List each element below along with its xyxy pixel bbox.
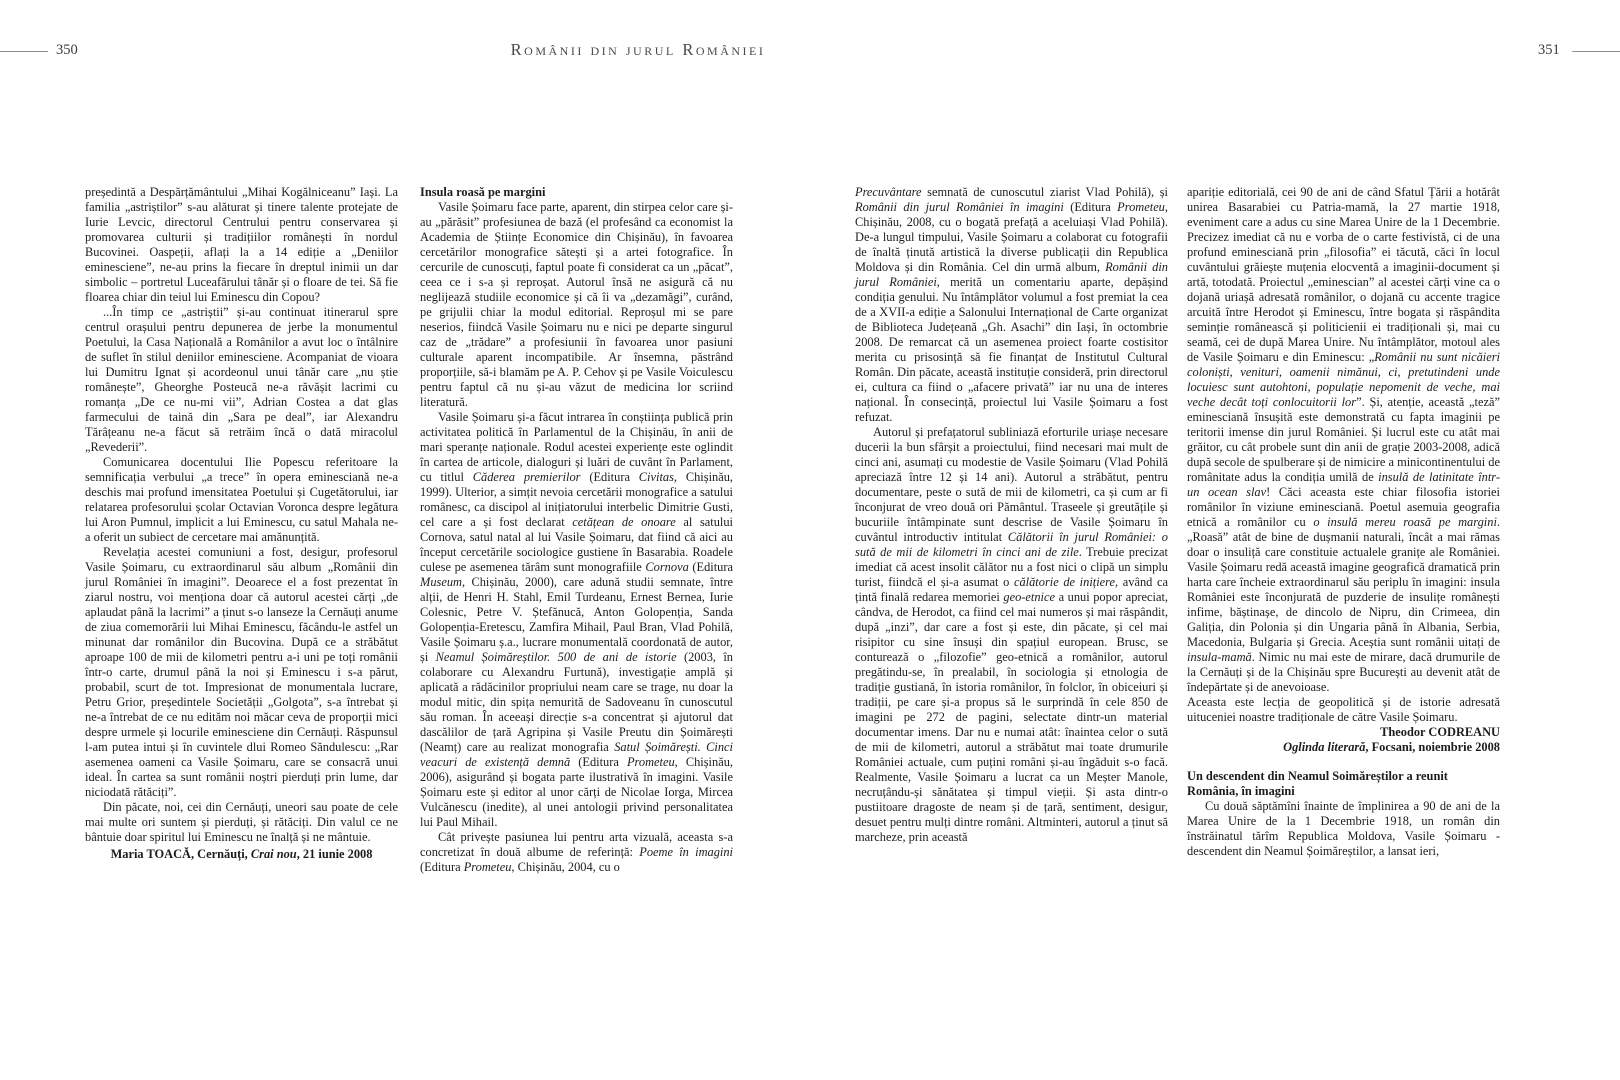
text-run: , Focsani, noiembrie 2008 bbox=[1365, 740, 1500, 754]
text-run: . Nimic nu mai este de mirare, dacă drumurile de la Cernăuți și de la Chișinău spre București au devenit atât de îndepărtate și de anevoioase. bbox=[1187, 650, 1500, 694]
paragraph bbox=[1187, 185, 1500, 695]
text-run: cetățean de onoare bbox=[572, 515, 676, 529]
section-heading bbox=[1187, 769, 1500, 799]
text-run: Maria TOACĂ, Cernăuți, bbox=[110, 847, 251, 861]
text-run: geo-etnice bbox=[1003, 590, 1056, 604]
text-run: Revelația acestei comuniuni a fost, desigur, profesorul Vasile Șoimaru, cu extraordinarul său album „Românii din jurul României în imagini”. Deoarece el a fost prezentat în ziarul nostru, voi menționa doar că autorul acestei cărți „de aplaudat până la lacrimi” a ținut s-o lanseze la Cernăuți anume de ziua comemorării lui Mihai Eminescu, făcându-le astfel un minunat dar românilor din Bucovina. După ce a străbătut aproape 100 de mii de kilometri pentru a-i uni pe toți românii într-o carte, drumul până la noi și Eminescu i s-a părut, probabil, scurt de tot. Impresionat de monumentala lucrare, Petru Grior, președintele Societății „Golgota”, s-a întrebat și ne-a întrebat de ce nu edităm noi măcar ceva de proporții mici despre urmele și locurile eminesciene din Cernăuți. Răspunsul l-am putea intui și în cuvintele dlui Romeo Săndulescu: „Rar asemenea oameni ca Vasile Șoimaru, care se consacră unui ideal. În cartea sa sunt românii noștri pierduți prin lume, dar niciodată rătăciți”. bbox=[85, 545, 398, 799]
paragraph bbox=[420, 410, 733, 830]
text-run: , 21 iunie 2008 bbox=[296, 847, 373, 861]
text-run: Călătorii în jurul României: o sută de mii de kilometri în cinci ani de zile bbox=[855, 530, 1168, 559]
text-run: Comunicarea docentului Ilie Popescu referitoare la semnificația verbului „a trece” în opera eminesciană ne-a deschis mai profund imensitatea Poetului și Cugetătorului, iar relatarea profesorului școlar Octavian Voronca despre legătura lui Aron Pumnul, implicit a lui Eminescu, cu satul Mahala ne-a oferit un subiect de cercetare mai amănunțită. bbox=[85, 455, 398, 544]
author-signature bbox=[85, 847, 398, 862]
text-run: Căderea premierilor bbox=[472, 470, 581, 484]
text-run: Oglinda literară bbox=[1283, 740, 1366, 754]
text-run: președintă a Despărțământului „Mihai Kogălniceanu” Iași. La familia „astriștilor” s-au alăturat și tinere talente protejate de Iurie Levcic, directorul Centrului pentru conservarea și promovarea culturii și tradițiilor românești în nordul Bucovinei. Oaspeții, aflați la a 14 ediție a „Deniilor eminesciene”, ne-au prins la fiecare în dreptul inimii un dar simbolic – portretul Luceafărului tânăr și o floare de tei. Să fie floarea chiar din teiul lui Eminescu din Copou? bbox=[85, 185, 398, 304]
text-run: Poeme în imagini bbox=[639, 845, 733, 859]
text-run: . „Roasă” atât de bine de dușmanii naturali, încât a mai rămas doar o insuliță care constituie actualele granițe ale României. Vasile Șoimaru redă această imagine geografică dramatică prin harta care încheie extraordinarul său periplu în imagini: insula României este înconjurată de puzderie de insulițe românești infime, băștinașe, de dincolo de Nipru, din Crimeea, din Galiția, din Polonia și din Ungaria până în Albania, Serbia, Macedonia, Bulgaria și Grecia. Aceștia sunt românii uitați de bbox=[1187, 515, 1500, 649]
paragraph bbox=[85, 545, 398, 800]
header-rule-right bbox=[1572, 51, 1620, 52]
text-run: insulă de latinitate într-un ocean slav bbox=[1187, 470, 1500, 499]
text-run: . Trebuie precizat imediat că acest insolit călător nu a fost nici o clipă un simplu turist, fiindcă el și-a asumat o bbox=[855, 545, 1168, 589]
text-run: călătorie de inițiere bbox=[1013, 575, 1116, 589]
text-run: (Editura bbox=[420, 860, 464, 874]
text-run: Aceasta este lecția de geopolitică și de istorie adresată uituceniei noastre tradiționale de către Vasile Șoimaru. bbox=[1187, 695, 1500, 724]
text-run: , având ca țintă finală redarea memoriei bbox=[855, 575, 1168, 604]
author-signature bbox=[1187, 725, 1500, 740]
text-run: insula-mamă bbox=[1187, 650, 1252, 664]
left-page-column-2 bbox=[420, 185, 733, 875]
paragraph bbox=[420, 830, 733, 875]
right-page-column-2 bbox=[1187, 185, 1500, 859]
paragraph bbox=[85, 455, 398, 545]
left-page-column-1 bbox=[85, 185, 398, 862]
text-run: Cât privește pasiunea lui pentru arta vizuală, aceasta s-a concretizat în două albume de referință: bbox=[420, 830, 733, 859]
paragraph bbox=[85, 800, 398, 845]
paragraph bbox=[855, 185, 1168, 425]
text-run: , merită un comentariu aparte, depășind condiția genului. Nu întâmplător volumul a fost premiat la cea de a XVII-a ediție a Salonului Internațional de Carte organizat de Biblioteca Județeană „Gh. Asachi” din Iași, în octombrie 2008. De remarcat că un asemenea proiect foarte costisitor merita cu prisosință să fie finanțat de Institutul Cultural Român. Din păcate, această instituție consideră, prin directorul ei, cultura ca fiind o „afacere privată” iar nu una de interes național. În consecință, proiectul lui Vasile Șoimaru a fost refuzat. bbox=[855, 275, 1169, 424]
text-run: , Chișinău, 1999). Ulterior, a simțit nevoia cercetării monografice a satului românesc, ca discipol al inițiatorului interbelic Dimitrie Gusti, cel care a și fost declarat bbox=[420, 470, 733, 529]
text-run: , Chișinău, 2004, cu o bbox=[511, 860, 620, 874]
text-run: (Editura bbox=[1063, 200, 1118, 214]
text-run: a unui popor apreciat, cândva, de Herodot, ca fiind cel mai numeros și mai răspândit, după „inzi”, dar care a fost și este, din păcate, și cel mai risipitor cu sine însuși din spațiul european. Brusc, se conturează o „filozofie” geo-etnică a românilor, autorul pregătindu-se, în prealabil, în sociologia și etnologia de tradiție gustiană, în istoria românilor, în folclor, în obiceiuri și tradiții, pe care și-a propus să le surprindă în cele 850 de imagini pe 272 de pagini, selectate dintr-un material documentar imens. Dar nu e numai atât: înaintea celor o sută de mii de kilometri, autorul a străbătut mai toate drumurile României actuale, cum puțini români și-au îngăduit s-o facă. Realmente, Vasile Șoimaru a lucrat ca un Meșter Manole, necruțându-și sănătatea și timpul vieții. Și asta dintr-o pustiitoare dragoste de neam și de țară, sentiment, desigur, desuet pentru mulți dintre români. Altminteri, autorul a ținut să marcheze, prin această bbox=[855, 590, 1168, 844]
text-run: , Chișinău, 2008, cu o bogată prefață a aceluiași Vlad Pohilă). De-a lungul timpului, Vasile Șoimaru a colaborat cu fotografii de înaltă ținută artistică la diverse publicații din Republica Moldova și din România. Cel din urmă album, bbox=[855, 200, 1168, 274]
text-run: Un descendent din Neamul Soimăreștilor a reunit România, în imagini bbox=[1187, 769, 1448, 798]
right-page-column-1 bbox=[855, 185, 1168, 845]
text-run: Autorul și prefațatorul subliniază eforturile uriașe necesare ducerii la bun sfârșit a proiectului, fiind necesari mai mult de cinci ani, asumați cu modestie de Vasile Șoimaru (Vlad Pohilă apreciază între 12 și 14 ani). Autorul a străbătut, pentru documentare, peste o sută de mii de kilometri, ca și cum ar fi înconjurat de vreo două ori Pământul. Traseele și greutățile și bucuriile întâmpinate sunt descrise de Vasile Șoimaru în cuvântul introductiv intitulat bbox=[855, 425, 1168, 544]
text-run: Din păcate, noi, cei din Cernăuți, uneori sau poate de cele mai multe ori suntem și pierduți, și rătăciți. Din valul ce ne bântuie doar spiritul lui Eminescu ne înalță și ne mântuie. bbox=[85, 800, 398, 844]
text-run: (Editura bbox=[570, 755, 627, 769]
paragraph bbox=[85, 185, 398, 305]
text-run: Cornova bbox=[645, 560, 689, 574]
text-run: Museum bbox=[420, 575, 462, 589]
text-run: Vasile Șoimaru și-a făcut intrarea în conștiința publică prin activitatea politică în Parlamentul de la Chișinău, în anii de mari speranțe naționale. Rodul acestei experiențe este oglindit în cartea de articole, dialoguri și luări de cuvânt în Parlament, cu titlul bbox=[420, 410, 733, 484]
text-run: Vasile Șoimaru face parte, aparent, din stirpea celor care și-au „părăsit” profesiunea de bază (el profesând ca economist la Academia de Științe Economice din Chișinău), în favoarea cercetărilor monografice sătești și a artei fotografice. În cercurile de cunoscuți, faptul poate fi considerat ca un „păcat”, ceea ce i s-a și reproșat. Autorul însă ne asigură că nu neglijează studiile economice și că îi va „dezamăgi”, curând, pe grijulii chiar la modul editorial. Reproșul mi se pare neserios, fiindcă Vasile Șoimaru nu e nici pe departe singurul caz de „trădare” a profesiunii în favoarea unor pasiuni culturale aparent incompatibile. Ar însemna, păstrând proporțiile, să-i blamăm pe A. P. Cehov și pe Vasile Voiculescu pentru faptul că nu și-au văzut de medicina lor scriind literatură. bbox=[420, 200, 733, 409]
section-heading bbox=[420, 185, 733, 200]
header-rule-left bbox=[0, 51, 48, 52]
paragraph bbox=[85, 305, 398, 455]
text-run: semnată de cunoscutul ziarist Vlad Pohilă), și bbox=[921, 185, 1168, 199]
text-run: al satului Cornova, satul natal al lui Vasile Șoimaru, dat fiind că aici au început cercetările sociologice gustiene în Basarabia. Roadele culese pe asemenea tărâm sunt monografiile bbox=[420, 515, 733, 574]
text-run: Românii din jurul României în imagini bbox=[855, 200, 1064, 214]
paragraph bbox=[1187, 799, 1500, 859]
text-run: o insulă mereu roasă pe margini bbox=[1313, 515, 1497, 529]
text-run: Theodor CODREANU bbox=[1380, 725, 1500, 739]
text-run: (Editura bbox=[688, 560, 733, 574]
text-run: (Editura bbox=[580, 470, 639, 484]
running-title: Românii din jurul României bbox=[510, 40, 766, 59]
text-run: Prometeu bbox=[1117, 200, 1165, 214]
text-run: ! Căci aceasta este chiar filosofia istoriei românilor în viziune eminesciană. Poetul asemuia geografia etnică a românilor cu bbox=[1187, 485, 1500, 529]
text-run: ...În timp ce „astriștii” și-au continuat itinerarul spre centrul orașului pentru depunerea de jerbe la monumentul Poetului, la Casa Națională a Românilor a avut loc o întâlnire de suflet în stilul deniilor eminesciene. Acompaniat de vioara lui Dumitru Ignat și acordeonul unui tânăr care „nu știe românește”, Gheorghe Posteucă ne-a răvășit lacrimi cu romanța „De ce nu-mi vii”, Adrian Costea a dat glas farmecului de taină din „Sara pe deal”, iar Alexandru Tărâțeanu ne-a făcut să retrăim încă o dată miracolul „Revederii”. bbox=[85, 305, 398, 454]
text-run: Crai nou bbox=[250, 847, 297, 861]
text-run: (2003, în colaborare cu Alexandru Furtună), investigație amplă și aplicată a rădăcinilor propriului neam care se trage, nu doar la modul mitic, din spița nemurită de Sadoveanu în cunoscutul său roman. În aceeași direcție s-a concentrat și ajutorul dat dascălilor de țară Agripina și Vasile Preutu din Șoimărești (Neamț) care au realizat monografia bbox=[420, 650, 733, 754]
page-number-left: 350 bbox=[56, 42, 78, 58]
paragraph bbox=[855, 425, 1168, 845]
text-run: apariție editorială, cei 90 de ani de când Sfatul Țării a hotărât unirea Basarabiei cu Patria-mamă, la 27 martie 1918, eveniment care a adus cu sine Marea Unire de la 1 Decembrie. Precizez imediat că nu e vorba de o carte festivistă, ci de una profund eminesciană prin „filosofia” ei tăcută, căci în locul cuvântului grăiește muțenia elocventă a imaginii-document și artă, totodată. Proiectul „eminescian” al acestei cărți vine ca o dojană uriașă adresată românilor, o dojană cu accente tragice arcuită între Herodot și Eminescu, între bogata și răspândita seminție românească și politicienii ei tradiționali și, mai cu seamă, cei de după Marea Unire. Nu întâmplător, motoul ales de Vasile Șoimaru e din Eminescu: „ bbox=[1187, 185, 1500, 364]
text-run: Românii nu sunt nicăieri coloniști, venituri, oamenii nimănui, ci, pretutindeni unde locuiesc sunt autohtoni, populație nepomenit de veche, mai veche decât toți conlocuitorii lor bbox=[1187, 350, 1500, 409]
text-run: Prometeu bbox=[626, 755, 675, 769]
text-run: Românii din jurul României bbox=[855, 260, 1168, 289]
text-run: Civitas bbox=[638, 470, 674, 484]
page-number-right: 351 bbox=[1538, 42, 1560, 58]
text-run: Neamul Șoimăreștilor. 500 de ani de istorie bbox=[435, 650, 677, 664]
paragraph bbox=[1187, 695, 1500, 725]
text-run: ”. Și, atenție, această „teză” eminesciană însușită este demonstrată cu fapta imaginii pe teritorii imense din jurul României. Și lucrul este cu atât mai grăitor, cu cât probele sunt din anii de grație 2003-2008, adică după secole de spulberare și de nimicire a minicontinentului de românitate adus la condiția umilă de bbox=[1187, 395, 1500, 484]
text-run: Satul Șoimărești. Cinci veacuri de existență demnă bbox=[420, 740, 733, 769]
text-run: Insula roasă pe margini bbox=[420, 185, 546, 199]
text-run: , Chișinău, 2000), care adună studii semnate, între alții, de Henri H. Stahl, Emil Turdeanu, Ernest Bernea, Iurie Colesnic, Petre V. Ștefănucă, Anton Golopenția, Sanda Golopenția-Eretescu, Zamfira Mihail, Paul Bran, Vlad Pohilă, Vasile Șoimaru ș.a., lucrare monumentală coordonată de autor, și bbox=[420, 575, 733, 664]
text-run: Cu două săptămîni înainte de împlinirea a 90 de ani de la Marea Unire de la 1 Decembrie 1918, un român din înstrăinatul tărîm Republica Moldova, Vasile Șoimaru - descendent din Neamul Șoimăreștilor, a lansat ieri, bbox=[1187, 799, 1500, 858]
publication-signature bbox=[1187, 740, 1500, 755]
text-run: , Chișinău, 2006), asigurând și bogata parte ilustrativă în imagini. Vasile Șoimaru este și editor al unor cărți de Nicolae Iorga, Mircea Vulcănescu (inedite), al unei antologii privind personalitatea lui Paul Mihail. bbox=[420, 755, 733, 829]
text-run: Prometeu bbox=[463, 860, 512, 874]
paragraph bbox=[420, 200, 733, 410]
text-run: Precuvântare bbox=[855, 185, 922, 199]
